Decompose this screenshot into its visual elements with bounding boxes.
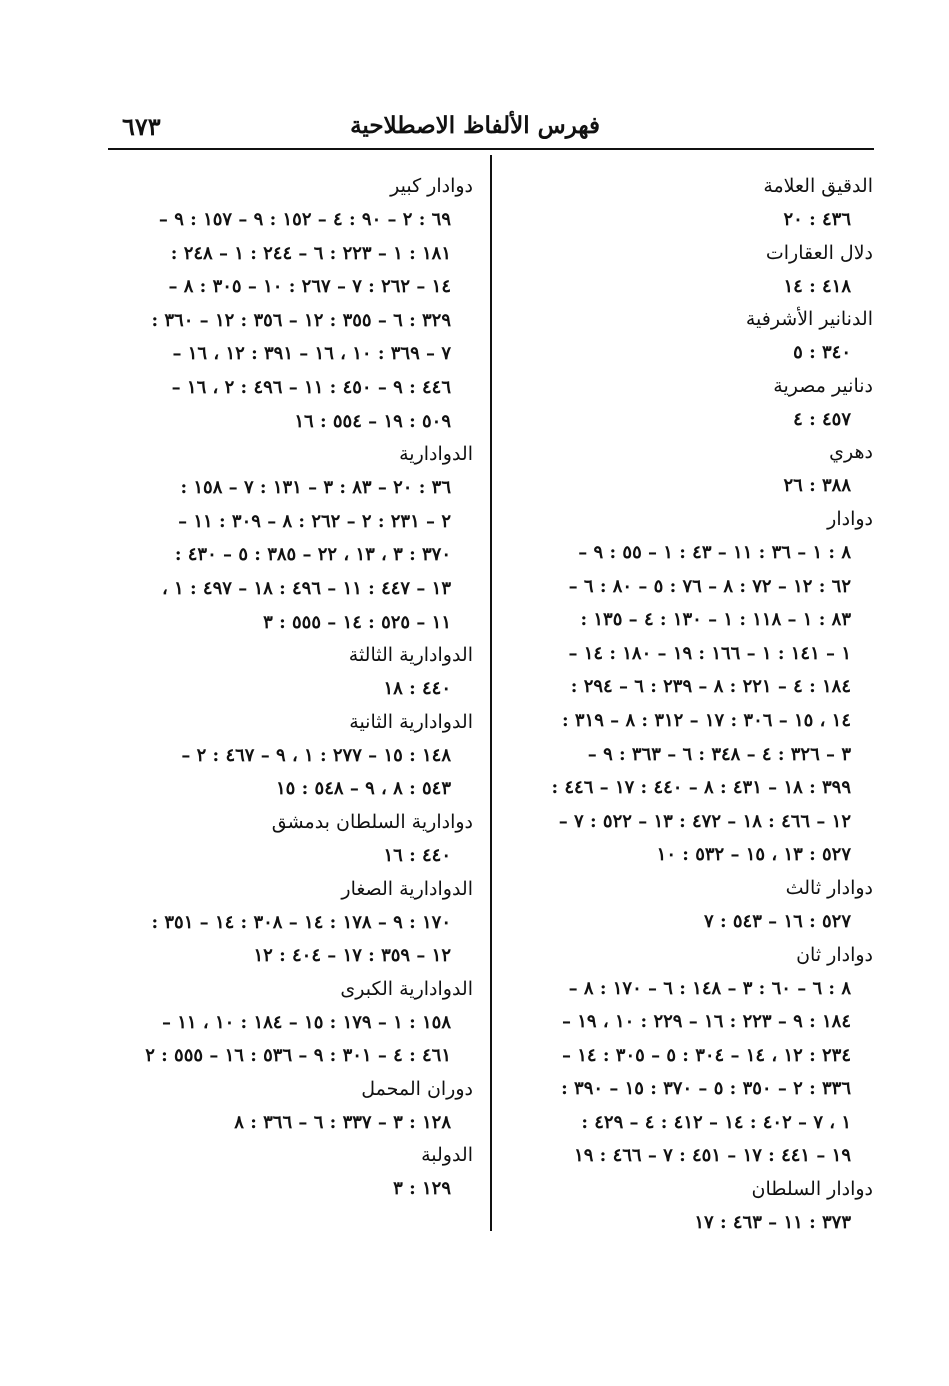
index-references: ٨ : ١ – ٣٦ : ١١ – ٤٣ : ١ – ٥٥ : ٩ – [578,541,851,563]
index-term: الدوادارية الصغار [341,877,473,900]
index-term: الدوادارية [399,443,473,466]
index-references: ٤٤٦ : ٩ – ٤٥٠ : ١١ – ٤٩٦ : ٢ ، ١٦ – [171,376,451,398]
header-rule [108,148,874,150]
index-term: دوادار كبير [390,175,473,197]
index-references: ٨ : ٦ – ٦٠ : ٣ – ١٤٨ : ٦ – ١٧٠ : ٨ – [568,977,851,999]
index-references: ١٤٨ : ١٥ – ٢٧٧ : ١ ، ٩ – ٤٦٧ : ٢ – [181,744,451,766]
index-entry [107,639,473,706]
index-references: ١٨٤ : ٤ – ٢٢١ : ٨ – ٢٣٩ : ٦ – ٢٩٤ : [570,676,851,698]
page-title: فهرس الألفاظ الاصطلاحية [350,112,600,139]
index-term: دوادارية السلطان بدمشق [271,810,473,833]
index-references: ٤٤٠ : ١٦ [383,844,451,866]
index-term: الدوادارية الكبرى [340,977,473,1000]
index-term: دلال العقارات [765,241,873,264]
index-entry [107,170,473,438]
index-entry [107,706,473,806]
index-entry [107,973,473,1073]
index-entry [503,872,873,939]
index-entry [107,1139,473,1206]
index-term: دنانير مصرية [773,374,873,397]
index-references: ١٢٩ : ٣ [393,1178,451,1200]
index-references: ١٨٤ : ٩ – ٢٢٣ : ١٦ – ٢٢٩ : ١٠ ، ١٩ – [561,1011,851,1033]
index-references: ٢ – ٢٣١ : ٢ – ٢٦٢ : ٨ – ٣٠٩ : ١١ – [178,510,451,532]
index-entry [107,438,473,639]
right-column [503,170,873,1240]
index-references: ٥٤٣ : ٨ ، ٩ – ٥٤٨ : ١٥ [276,778,451,800]
index-entry [503,170,873,237]
index-references: ٦٩ : ٢ – ٩٠ : ٤ – ١٥٢ : ٩ – ١٥٧ : ٩ – [158,209,451,230]
index-references: ٣٦ : ٢٠ – ٨٣ : ٣ – ١٣١ : ٧ – ١٥٨ : [180,477,451,499]
index-term: الدولبة [421,1144,473,1167]
index-references: ٤١٨ : ١٤ [783,275,851,297]
index-references: ٣٢٩ : ٦ – ٣٥٥ : ١٢ – ٣٥٦ : ١٢ – ٣٦٠ : [151,309,451,331]
index-references: ٨٣ : ١ – ١١٨ : ١ – ١٣٠ : ٤ – ١٣٥ : [580,609,851,631]
index-term: دوادار ثان [796,943,873,966]
index-entry [107,873,473,973]
index-references: ١ – ١٤١ : ١ – ١٦٦ : ١٩ – ١٨٠ : ١٤ – [568,642,851,664]
index-references: ٣٩٩ : ١٨ – ٤٣١ : ٨ – ٤٤٠ : ١٧ – ٤٤٦ : [551,777,851,799]
index-references: ١٣ – ٤٤٧ : ١١ – ٤٩٦ : ١٨ – ٤٩٧ : ١ ، [161,577,451,599]
index-entry [503,939,873,1174]
index-references: ٣٣٦ : ٢ – ٣٥٠ : ٥ – ٣٧٠ : ١٥ – ٣٩٠ : [561,1078,851,1100]
index-references: ٣ – ٣٢٦ : ٤ – ٣٤٨ : ٦ – ٣٦٣ : ٩ – [587,743,851,765]
index-references: ١٧٠ : ٩ – ١٧٨ : ١٤ – ٣٠٨ : ١٤ – ٣٥١ : [151,911,451,933]
index-references: ١٩ – ٤٤١ : ١٧ – ٤٥١ : ٧ – ٤٦٦ : ١٩ [574,1145,851,1167]
index-references: ١ ، ٧ – ٤٠٢ : ١٤ – ٤١٢ : ٤ – ٤٢٩ : [581,1111,851,1133]
index-entry [503,237,873,304]
index-term: الدوادارية الثانية [349,710,473,733]
index-references: ٣٤٠ : ٥ [793,342,851,364]
index-term: الدقيق العلامة [763,175,873,197]
index-references: ٤٥٧ : ٤ [793,408,851,430]
index-references: ٧ – ٣٦٩ : ١٠ ، ١٦ – ٣٩١ : ١٢ ، ١٦ – [172,343,451,365]
column-divider [490,155,492,1231]
index-term: دوادار السلطان [751,1178,873,1201]
index-references: ٦٢ : ١٢ – ٧٢ : ٨ – ٧٦ : ٥ – ٨٠ : ٦ – [568,575,851,597]
index-references: ١٢ – ٣٥٩ : ١٧ – ٤٠٤ : ١٢ [253,945,451,967]
index-references: ٣٧٠ : ٣ ، ١٣ ، ٢٢ – ٣٨٥ : ٥ – ٤٣٠ : [174,544,451,566]
index-term: الدنانير الأشرفية [745,308,873,331]
index-references: ١٤ – ٢٦٢ : ٧ – ٢٦٧ : ١٠ – ٣٠٥ : ٨ – [168,276,451,298]
index-term: دوادار [827,507,873,530]
index-references: ١١ – ٥٢٥ : ١٤ – ٥٥٥ : ٣ [263,611,451,633]
index-entry [107,806,473,873]
index-references: ٤٣٦ : ٢٠ [783,209,851,230]
index-term: الدوادارية الثالثة [348,644,473,667]
index-references: ٥٢٧ : ١٦ – ٥٤٣ : ٧ [704,910,851,932]
index-references: ٤٦١ : ٤ – ٣٠١ : ٩ – ٥٣٦ : ١٦ – ٥٥٥ : ٢ [145,1045,451,1067]
index-references: ٣٧٣ : ١١ – ٤٦٣ : ١٧ [694,1212,851,1234]
page-header [108,108,874,148]
index-references: ٥٠٩ : ١٩ – ٥٥٤ : ١٦ [294,410,451,432]
index-term: دهري [829,441,873,464]
index-entry [503,1173,873,1240]
index-term: دوران المحمل [361,1077,473,1100]
index-references: ٥٢٧ : ١٣ ، ١٥ – ٥٣٢ : ١٠ [656,844,851,866]
index-references: ١٢ – ٤٦٦ : ١٨ – ٤٧٢ : ١٣ – ٥٢٢ : ٧ – [558,810,851,832]
page-number: ٦٧٣ [122,112,161,141]
index-references: ١٢٨ : ٣ – ٣٣٧ : ٦ – ٣٦٦ : ٨ [234,1111,451,1133]
index-references: ١٤ ، ١٥ – ٣٠٦ : ١٧ – ٣١٢ : ٨ – ٣١٩ : [561,709,851,731]
index-entry [107,1073,473,1140]
index-entry [503,436,873,503]
index-term: دوادار ثالث [785,876,873,899]
index-entry [503,303,873,370]
index-entry [503,370,873,437]
index-references: ١٨١ : ١ – ٢٢٣ : ٦ – ٢٤٤ : ١ – ٢٤٨ : [170,242,451,264]
index-references: ٤٤٠ : ١٨ [383,678,451,700]
index-references: ٢٣٤ : ١٢ ، ١٤ – ٣٠٤ : ٥ – ٣٠٥ : ١٤ – [561,1044,851,1066]
left-column [107,170,473,1206]
index-references: ١٥٨ : ١ – ١٧٩ : ١٥ – ١٨٤ : ١٠ ، ١١ – [161,1011,451,1033]
index-references: ٣٨٨ : ٢٦ [783,475,851,497]
index-entry [503,503,873,872]
